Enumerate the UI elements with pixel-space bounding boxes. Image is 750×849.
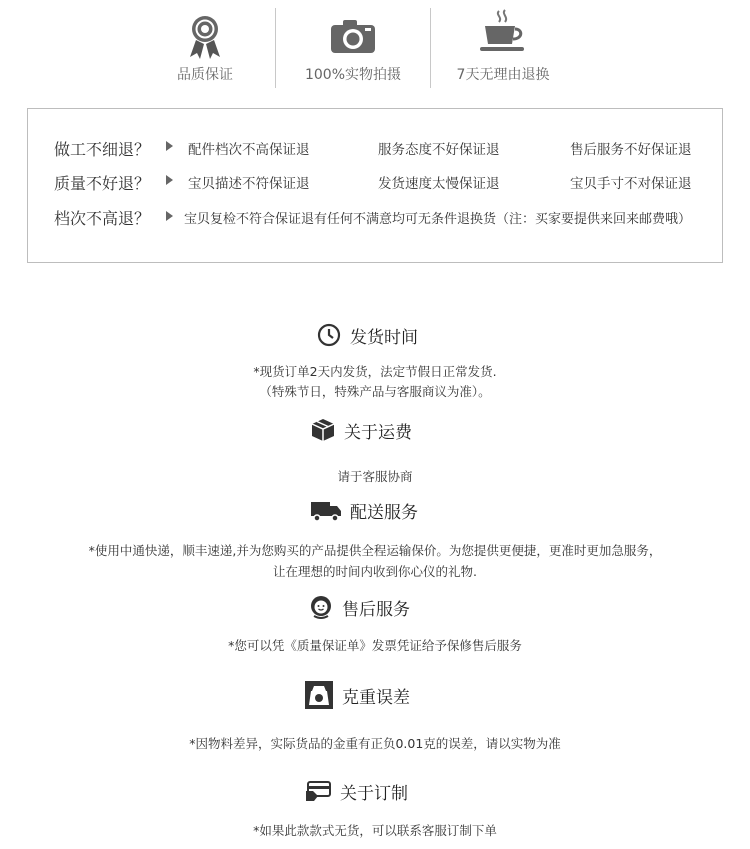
guarantee-item: 发货速度太慢保证退: [378, 176, 500, 192]
section-text: （特殊节日，特殊产品与客服商议为准）。: [259, 384, 491, 399]
guarantee-question: 质量不好退？: [54, 174, 151, 193]
guarantee-item: 配件档次不高保证退: [188, 142, 310, 158]
section-text: 让在理想的时间内收到你心仪的礼物.: [273, 564, 477, 579]
section-text: *您可以凭《质量保证单》发票凭证给予保修售后服务: [228, 638, 522, 653]
section-title: 关于运费: [344, 422, 412, 443]
section-text: 请于客服协商: [337, 469, 413, 484]
section-shipping-time: [0, 322, 750, 352]
section-title: 发货时间: [350, 327, 418, 348]
section-text: *现货订单2天内发货，法定节假日正常发货.: [253, 364, 497, 379]
delivery-truck-icon: [310, 497, 342, 523]
clock-icon: [316, 322, 342, 348]
triangle-right-icon: [166, 175, 173, 185]
customer-service-icon: [308, 594, 334, 620]
badge-label: 7天无理由退换: [456, 67, 550, 83]
guarantee-question: 档次不高退？: [54, 209, 151, 228]
guarantee-item: 宝贝复检不符合保证退有任何不满意均可无条件退换货（注：买家要提供来回来邮费哦）: [184, 212, 692, 227]
section-after-sales: [0, 594, 750, 624]
triangle-right-icon: [166, 211, 173, 221]
guarantee-item: 售后服务不好保证退: [570, 142, 692, 158]
badge-label: 100%实物拍摄: [304, 67, 402, 83]
coffee-cup-icon: [477, 8, 529, 58]
guarantee-item: 宝贝手寸不对保证退: [570, 176, 692, 192]
custom-order-card-icon: [304, 778, 332, 804]
guarantee-item: 服务态度不好保证退: [378, 142, 500, 158]
section-custom-order: [0, 778, 750, 808]
section-title: 售后服务: [342, 599, 410, 620]
section-title: 关于订制: [340, 783, 408, 804]
badge-label: 品质保证: [177, 67, 233, 83]
section-text: *因物料差异，实际货品的金重有正负0.01克的误差，请以实物为准: [189, 736, 561, 751]
guarantee-box: [27, 108, 723, 263]
section-delivery-service: [0, 497, 750, 527]
guarantee-item: 宝贝描述不符保证退: [188, 176, 310, 192]
section-weight-tolerance: [0, 680, 750, 710]
camera-icon: [329, 18, 377, 58]
section-shipping-fee: [0, 417, 750, 447]
section-text: *使用中通快递，顺丰速递,并为您购买的产品提供全程运输保价。为您提供更便捷，更准时更加急服务，: [88, 543, 662, 558]
package-box-icon: [310, 417, 336, 443]
triangle-right-icon: [166, 141, 173, 151]
divider: [275, 8, 276, 88]
section-title: 克重误差: [342, 687, 410, 708]
guarantee-question: 做工不细退？: [54, 140, 151, 159]
weight-scale-icon: [304, 680, 334, 710]
award-ribbon-icon: [187, 14, 223, 64]
section-text: *如果此款款式无货，可以联系客服订制下单: [253, 823, 497, 838]
section-title: 配送服务: [350, 502, 418, 523]
